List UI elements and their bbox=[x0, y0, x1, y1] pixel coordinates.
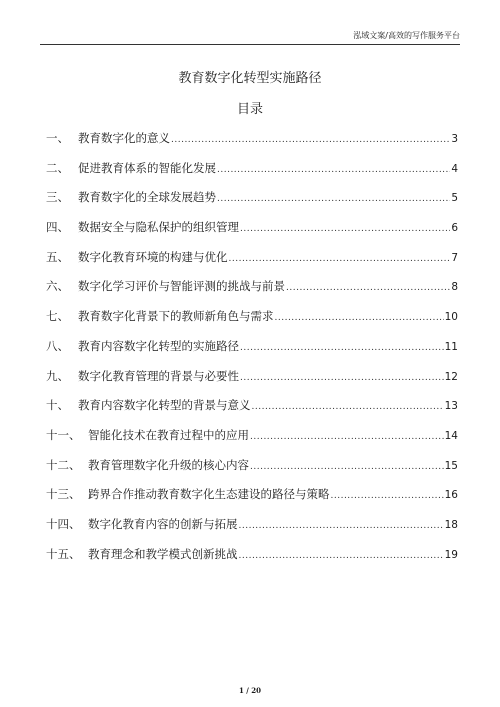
toc-dot-leader bbox=[331, 486, 444, 506]
toc-dot-leader bbox=[240, 368, 444, 388]
toc-entry[interactable] bbox=[46, 247, 458, 277]
header-divider bbox=[40, 44, 460, 45]
toc-entry-page-number[interactable]: 11 bbox=[444, 340, 458, 353]
toc-entry-title[interactable]: 教育数字化的全球发展趋势 bbox=[78, 190, 216, 205]
toc-entry-title[interactable]: 数字化教育管理的背景与必要性 bbox=[78, 368, 239, 383]
toc-dot-leader bbox=[171, 130, 450, 150]
toc-entry-page-number[interactable]: 19 bbox=[444, 548, 458, 561]
toc-entry[interactable] bbox=[46, 336, 458, 366]
toc-entry-title[interactable]: 教育理念和教学模式创新挑战 bbox=[88, 546, 238, 561]
toc-dot-leader bbox=[250, 427, 444, 447]
page-header bbox=[0, 0, 500, 46]
toc-entry-page-number[interactable]: 14 bbox=[444, 429, 458, 442]
toc-dot-leader bbox=[239, 546, 444, 566]
toc-entry-page-number[interactable]: 16 bbox=[444, 489, 458, 502]
toc-entry-title[interactable]: 智能化技术在教育过程中的应用 bbox=[88, 427, 249, 442]
toc-entry-title[interactable]: 教育数字化的意义 bbox=[78, 131, 170, 145]
toc-dot-leader bbox=[250, 457, 444, 477]
toc-dot-leader bbox=[217, 189, 450, 209]
toc-entry-number: 十三、 bbox=[46, 487, 81, 502]
toc-entry[interactable] bbox=[46, 484, 458, 514]
toc-entry-page-number[interactable]: 3 bbox=[451, 133, 458, 145]
toc-entry-title[interactable]: 教育数字化背景下的教师新角色与需求 bbox=[78, 309, 274, 324]
toc-dot-leader bbox=[286, 278, 450, 298]
toc-entry-number: 五、 bbox=[46, 249, 69, 264]
toc-entry-number: 十二、 bbox=[46, 457, 81, 472]
toc-entry-page-number[interactable]: 5 bbox=[451, 192, 458, 205]
toc-entry-title[interactable]: 数字化教育环境的构建与优化 bbox=[78, 249, 228, 264]
toc-entry-title[interactable]: 数字化教育内容的创新与拓展 bbox=[88, 516, 238, 531]
toc-dot-leader bbox=[252, 397, 444, 417]
toc-entry[interactable] bbox=[46, 217, 458, 247]
toc-entry-number: 一、 bbox=[46, 131, 69, 145]
toc-entry-number: 六、 bbox=[46, 279, 69, 294]
toc-entry-title[interactable]: 数据安全与隐私保护的组织管理 bbox=[78, 220, 239, 235]
toc-entry-number: 十五、 bbox=[46, 546, 81, 561]
toc-entry[interactable] bbox=[46, 514, 458, 544]
toc-entry-number: 三、 bbox=[46, 190, 69, 205]
toc-entry-title[interactable]: 教育内容数字化转型的实施路径 bbox=[78, 338, 239, 353]
toc-entry-title[interactable]: 教育内容数字化转型的背景与意义 bbox=[78, 398, 251, 413]
page-indicator: 1 / 20 bbox=[238, 686, 262, 695]
toc-entry-page-number[interactable]: 13 bbox=[444, 400, 458, 413]
toc-entry-number: 七、 bbox=[46, 309, 69, 324]
toc-entry-page-number[interactable]: 18 bbox=[444, 518, 458, 531]
toc-entry[interactable] bbox=[46, 128, 458, 158]
toc-entry[interactable] bbox=[46, 276, 458, 306]
toc-dot-leader bbox=[239, 516, 444, 536]
toc-entry[interactable] bbox=[46, 455, 458, 485]
toc-dot-leader bbox=[229, 249, 451, 269]
toc-entry-page-number[interactable]: 8 bbox=[451, 281, 458, 294]
toc-entry-number: 九、 bbox=[46, 368, 69, 383]
document-title: 教育数字化转型实施路径 bbox=[178, 71, 322, 86]
toc-entry-number: 十四、 bbox=[46, 516, 81, 531]
toc-dot-leader bbox=[240, 219, 450, 239]
toc-entry[interactable] bbox=[46, 425, 458, 455]
toc-entry[interactable] bbox=[46, 306, 458, 336]
toc-entry-page-number[interactable]: 12 bbox=[444, 370, 458, 383]
toc-entry-page-number[interactable]: 6 bbox=[451, 222, 458, 235]
toc-dot-leader bbox=[217, 160, 450, 180]
toc-entry-title[interactable]: 跨界合作推动教育数字化生态建设的路径与策略 bbox=[88, 487, 330, 502]
toc-entry[interactable] bbox=[46, 187, 458, 217]
toc-entry-title[interactable]: 数字化学习评价与智能评测的挑战与前景 bbox=[78, 279, 285, 294]
toc-entry-title[interactable]: 促进教育体系的智能化发展 bbox=[78, 160, 216, 175]
toc-entry-number: 四、 bbox=[46, 220, 69, 235]
toc-entry-number: 十一、 bbox=[46, 427, 81, 442]
toc-entry-page-number[interactable]: 15 bbox=[444, 459, 458, 472]
toc-entry-number: 二、 bbox=[46, 160, 69, 175]
toc-entry-number: 十、 bbox=[46, 398, 69, 413]
toc-entry-title[interactable]: 教育管理数字化升级的核心内容 bbox=[88, 457, 249, 472]
toc-entry[interactable] bbox=[46, 366, 458, 396]
toc-dot-leader bbox=[240, 338, 444, 358]
toc-dot-leader bbox=[275, 308, 444, 328]
toc-entry[interactable] bbox=[46, 544, 458, 574]
toc-entry-number: 八、 bbox=[46, 338, 69, 353]
toc-entry-page-number[interactable]: 4 bbox=[451, 162, 458, 175]
toc-heading: 目录 bbox=[236, 102, 263, 117]
toc-entry[interactable] bbox=[46, 395, 458, 425]
toc-entry-page-number[interactable]: 7 bbox=[451, 251, 458, 264]
header-brand-text: 泓域文案/高效的写作服务平台 bbox=[353, 31, 460, 40]
table-of-contents bbox=[46, 128, 458, 573]
toc-entry[interactable] bbox=[46, 158, 458, 188]
toc-entry-page-number[interactable]: 10 bbox=[444, 311, 458, 324]
